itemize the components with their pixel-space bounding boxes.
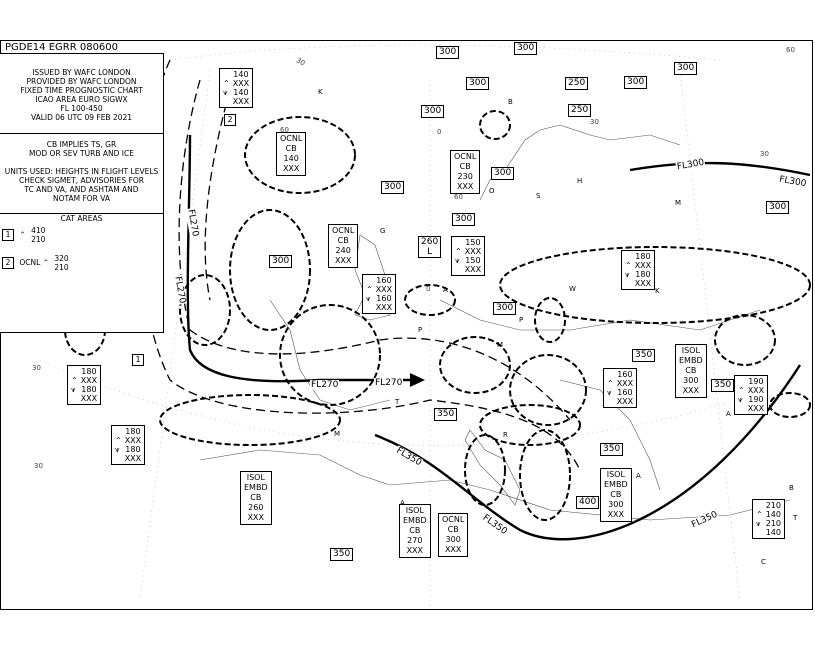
jet-level-label: FL270 xyxy=(172,275,187,305)
cat-area-tag: 2 xyxy=(224,114,236,126)
turb-ice-box xyxy=(67,365,101,405)
issuer-line: VALID 06 UTC 09 FEB 2021 xyxy=(30,113,133,122)
grid-label: 60 xyxy=(280,126,289,134)
cat-area-item xyxy=(2,226,45,244)
cb-coverage: OCNL xyxy=(332,226,355,235)
ice-base: XXX xyxy=(747,404,765,413)
turbulence-icon: ⌃ ⩛ xyxy=(366,285,373,303)
cb-embedded: EMBD xyxy=(604,480,628,489)
turb-base: XXX xyxy=(80,376,98,385)
issuer-line: FL 100-450 xyxy=(60,104,103,113)
turb-base: XXX xyxy=(634,261,652,270)
ice-base: XXX xyxy=(616,397,634,406)
ice-top: 180 xyxy=(635,270,651,279)
grid-label: 30 xyxy=(34,462,43,470)
jet-level-label: FL270 xyxy=(185,208,200,238)
cb-embedded: EMBD xyxy=(679,356,703,365)
cb-base: XXX xyxy=(334,256,352,265)
cb-box xyxy=(399,504,431,558)
cb-coverage: ISOL xyxy=(405,506,424,515)
ice-base: XXX xyxy=(80,394,98,403)
cb-coverage: ISOL xyxy=(606,470,625,479)
issuer-line: ISSUED BY WAFC LONDON xyxy=(32,68,131,77)
tropopause-low-box xyxy=(418,236,441,258)
units-note: NOTAM FOR VA xyxy=(52,194,111,203)
cb-base: XXX xyxy=(282,164,300,173)
tropopause-box: 300 xyxy=(674,62,697,75)
cb-box xyxy=(328,224,358,268)
cb-box xyxy=(600,468,632,522)
issuer-line: ICAO AREA EURO SIGWX xyxy=(35,95,128,104)
turb-base: XXX xyxy=(375,285,393,294)
cb-type: CB xyxy=(459,162,471,171)
tropopause-box: 300 xyxy=(766,201,789,214)
cb-type: CB xyxy=(447,525,459,534)
tropopause-box: 350 xyxy=(711,379,734,392)
cat-areas-title: CAT AREAS xyxy=(60,214,103,223)
turbulence-icon: ⌃ ⩛ xyxy=(223,79,230,97)
cb-top: 300 xyxy=(608,500,624,509)
cb-box xyxy=(240,471,272,525)
place-letter: R xyxy=(503,431,508,439)
turb-top: 150 xyxy=(465,238,481,247)
cb-coverage: ISOL xyxy=(681,346,700,355)
tropopause-box: 300 xyxy=(452,213,475,226)
cb-type: CB xyxy=(610,490,622,499)
units-note: UNITS USED: HEIGHTS IN FLIGHT LEVELS xyxy=(4,167,159,176)
place-letter: S xyxy=(536,192,541,200)
turb-ice-box xyxy=(362,274,396,314)
tropopause-box: 300 xyxy=(466,77,489,90)
cb-base: XXX xyxy=(607,510,625,519)
cb-base: XXX xyxy=(247,513,265,522)
cat-area-number: 2 xyxy=(2,257,14,269)
cb-box xyxy=(276,132,306,176)
ice-top: 160 xyxy=(376,294,392,303)
cb-coverage: OCNL xyxy=(442,515,465,524)
turb-base: XXX xyxy=(232,79,250,88)
place-letter: M xyxy=(334,430,341,438)
cat-areas-panel xyxy=(0,213,164,333)
place-letter: G xyxy=(380,227,386,235)
place-letter: W xyxy=(569,285,576,293)
issuer-line: FIXED TIME PROGNOSTIC CHART xyxy=(20,86,143,95)
tropopause-box: 300 xyxy=(624,76,647,89)
grid-label: 0 xyxy=(437,128,442,136)
cb-type: CB xyxy=(250,493,262,502)
ice-base: XXX xyxy=(634,279,652,288)
cb-top: 300 xyxy=(683,376,699,385)
tropopause-box: 350 xyxy=(434,408,457,421)
place-letter: A xyxy=(400,499,405,507)
cat-area-top: 410 xyxy=(31,226,46,235)
cb-embedded: EMBD xyxy=(403,516,427,525)
tropopause-low-value: 260 xyxy=(421,237,439,247)
ice-top: 180 xyxy=(81,385,97,394)
cat-area-tag: 1 xyxy=(132,354,144,366)
cat-area-base: 210 xyxy=(31,235,46,244)
turbulence-icon: ⌃ ⩛ xyxy=(71,376,78,394)
turb-top: 160 xyxy=(376,276,392,285)
cat-area-base: 210 xyxy=(54,263,69,272)
turb-ice-box xyxy=(219,68,253,108)
ice-base: XXX xyxy=(232,97,250,106)
grid-label: 30 xyxy=(32,364,41,372)
cb-type: CB xyxy=(285,144,297,153)
cb-top: 230 xyxy=(457,172,473,181)
cb-embedded: EMBD xyxy=(244,483,268,492)
place-letter: O xyxy=(489,187,495,195)
place-letter: T xyxy=(395,398,400,406)
turb-top: 160 xyxy=(617,370,633,379)
place-letter: T xyxy=(793,514,798,522)
jet-level-label: FL270 xyxy=(311,380,339,390)
cb-box xyxy=(438,513,468,557)
tropopause-box: 300 xyxy=(493,302,516,315)
cb-base: XXX xyxy=(444,545,462,554)
tropopause-box: 350 xyxy=(632,349,655,362)
place-letter: A xyxy=(636,472,641,480)
jet-level-label: FL350 xyxy=(690,509,720,531)
cat-areas-lines xyxy=(140,60,583,470)
turb-top: 190 xyxy=(748,377,764,386)
turb-base: XXX xyxy=(747,386,765,395)
turbulence-icon: ⌃ ⩛ xyxy=(115,436,122,454)
turb-base: 140 xyxy=(765,510,781,519)
place-letter: K xyxy=(318,88,323,96)
tropopause-box: 350 xyxy=(600,443,623,456)
ice-top: 210 xyxy=(765,519,781,528)
place-letter: B xyxy=(789,484,794,492)
turbulence-icon: ⌃ ⩛ xyxy=(738,386,745,404)
ice-base: XXX xyxy=(464,265,482,274)
tropopause-low-letter: L xyxy=(427,247,433,257)
cb-box xyxy=(450,150,480,194)
issuer-line: PROVIDED BY WAFC LONDON xyxy=(26,77,137,86)
ice-base: 140 xyxy=(765,528,781,537)
ice-top: 160 xyxy=(617,388,633,397)
cb-note: CB IMPLIES TS, GR xyxy=(46,140,117,149)
cb-areas xyxy=(65,111,810,520)
turbulence-icon: ⌃ xyxy=(19,230,26,239)
cb-top: 140 xyxy=(283,154,299,163)
turbulence-icon: OCNL ⌃ xyxy=(19,258,49,267)
tropopause-box: 350 xyxy=(330,548,353,561)
tropopause-box: 300 xyxy=(491,167,514,180)
tropopause-box: 300 xyxy=(381,181,404,194)
turbulence-icon: ⌃ ⩛ xyxy=(455,247,462,265)
tropopause-box: 400 xyxy=(576,496,599,509)
cat-area-number: 1 xyxy=(2,229,14,241)
turb-ice-box xyxy=(621,250,655,290)
jet-level-label: FL270 xyxy=(375,378,403,388)
place-letter: B xyxy=(508,98,513,106)
tropopause-box: 300 xyxy=(421,105,444,118)
cb-coverage: OCNL xyxy=(280,134,303,143)
turb-ice-box xyxy=(111,425,145,465)
jet-streams xyxy=(188,135,810,539)
turb-top: 180 xyxy=(635,252,651,261)
grid-label: 30 xyxy=(590,118,599,126)
turb-top: 180 xyxy=(125,427,141,436)
cb-top: 270 xyxy=(407,536,423,545)
tropopause-box: 250 xyxy=(568,104,591,117)
jet-level-label: FL350 xyxy=(480,513,509,537)
cb-note: MOD OR SEV TURB AND ICE xyxy=(29,149,134,158)
ice-base: XXX xyxy=(124,454,142,463)
ice-base: XXX xyxy=(375,303,393,312)
jet-level-label: FL300 xyxy=(778,174,808,190)
jet-level-label: FL300 xyxy=(676,157,706,173)
place-letter: A xyxy=(726,410,731,418)
turb-top: 210 xyxy=(765,501,781,510)
tropopause-box: 300 xyxy=(269,255,292,268)
turb-ice-box xyxy=(734,375,768,415)
place-letter: P xyxy=(418,326,423,334)
cb-coverage: OCNL xyxy=(454,152,477,161)
cb-top: 260 xyxy=(248,503,264,512)
place-letter: M xyxy=(675,199,682,207)
ice-top: 180 xyxy=(125,445,141,454)
ice-top: 140 xyxy=(233,88,249,97)
place-letter: C xyxy=(761,558,766,566)
grid-label: 60 xyxy=(454,193,463,201)
turb-base: XXX xyxy=(616,379,634,388)
jet-level-label: FL350 xyxy=(394,445,424,469)
grid-label: 30 xyxy=(760,150,769,158)
cb-base: XXX xyxy=(682,386,700,395)
grid-label: 60 xyxy=(786,46,795,54)
cat-area-item xyxy=(2,254,69,272)
turb-ice-box xyxy=(752,499,785,539)
place-letter: A xyxy=(443,286,448,294)
cb-top: 300 xyxy=(445,535,461,544)
issuer-panel xyxy=(0,53,164,133)
grid-label: 30 xyxy=(294,56,307,68)
cb-type: CB xyxy=(409,526,421,535)
notes-panel xyxy=(0,133,164,213)
grid-label: 0 xyxy=(426,285,431,293)
chart-title: PGDE14 EGRR 080600 xyxy=(5,42,119,53)
turb-base: XXX xyxy=(124,436,142,445)
cb-box xyxy=(675,344,707,398)
tropopause-box: 250 xyxy=(565,77,588,90)
cb-base: XXX xyxy=(456,182,474,191)
jet-arrowhead xyxy=(410,373,425,387)
turbulence-icon: ⌃ ⩛ xyxy=(625,261,632,279)
place-letter: H xyxy=(577,177,583,185)
cat-area-top: 320 xyxy=(54,254,69,263)
turbulence-icon: ⌃ ⩛ xyxy=(607,379,614,397)
place-letter: P xyxy=(519,316,524,324)
cb-coverage: ISOL xyxy=(246,473,265,482)
turb-ice-box xyxy=(451,236,485,276)
ice-top: 190 xyxy=(748,395,764,404)
place-letter: M xyxy=(497,341,504,349)
cb-base: XXX xyxy=(406,546,424,555)
cb-top: 240 xyxy=(335,246,351,255)
units-note: CHECK SIGMET, ADVISORIES FOR xyxy=(18,176,144,185)
place-letter: K xyxy=(655,287,660,295)
tropopause-box: 300 xyxy=(436,46,459,59)
turb-ice-box xyxy=(603,368,637,408)
ice-top: 150 xyxy=(465,256,481,265)
tropopause-box: 300 xyxy=(514,42,537,55)
units-note: TC AND VA, AND ASHTAM AND xyxy=(24,185,139,194)
cb-type: CB xyxy=(685,366,697,375)
cb-type: CB xyxy=(337,236,349,245)
turb-top: 140 xyxy=(233,70,249,79)
turb-base: XXX xyxy=(464,247,482,256)
turb-top: 180 xyxy=(81,367,97,376)
turbulence-icon: ⌃ ⩛ xyxy=(756,510,763,528)
